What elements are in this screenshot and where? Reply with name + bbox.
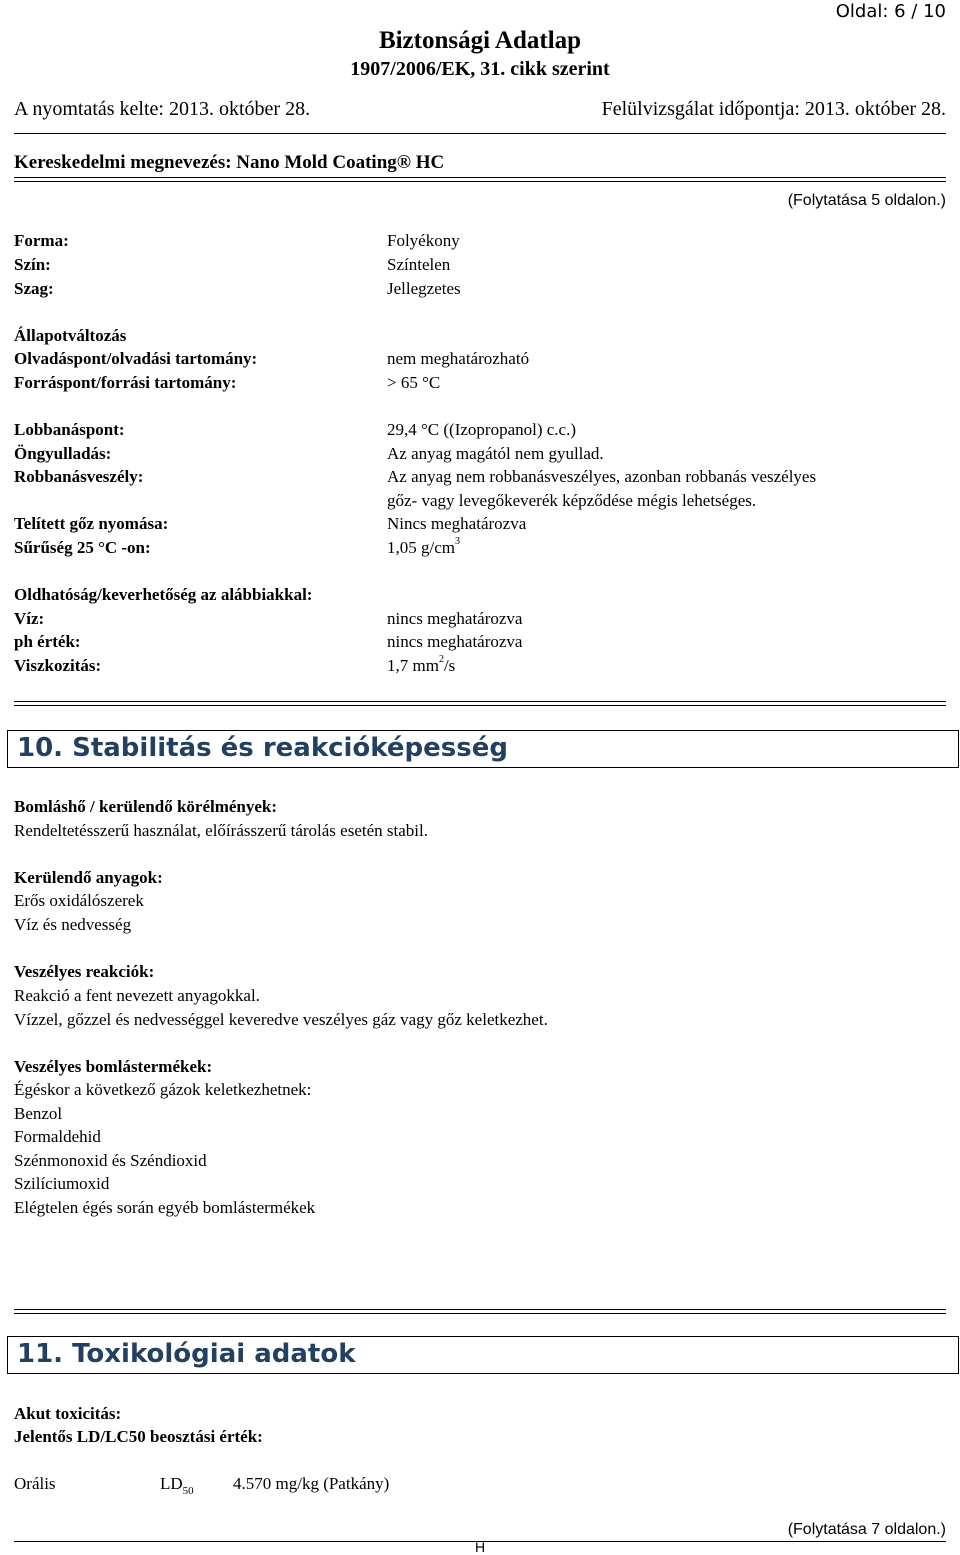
decomposition-products-label: Veszélyes bomlástermékek: (14, 1057, 213, 1076)
product-item: Benzol (14, 1104, 63, 1123)
section-11-header (7, 1336, 959, 1374)
boiling-label: Forráspont/forrási tartomány: (14, 373, 237, 392)
page-number: Oldal: 6 / 10 (835, 1, 946, 22)
product-item: Égéskor a következő gázok keletkezhetnek: (14, 1080, 312, 1099)
melting-value: nem meghatározható (387, 349, 530, 368)
ld-lc50-label: Jelentős LD/LC50 beosztási érték: (14, 1427, 263, 1446)
viscosity-value: 1,7 $mm^2/s$ (387, 654, 456, 675)
avoid-item: Erős oxidálószerek (14, 891, 144, 910)
ph-value: nincs meghatározva (387, 632, 523, 651)
explosion-value-line2: gőz- vagy levegőkeverék képződése mégis lehetséges. (387, 491, 757, 510)
solubility-label: Oldhatóság/keverhetőség az alábbiakkal: (14, 585, 313, 604)
avoid-item: Víz és nedvesség (14, 915, 132, 934)
flash-point-value: 29,4 °C ((Izopropanol) c.c.) (387, 420, 577, 439)
properties-divider (14, 701, 946, 706)
revision-date: Felülvizsgálat időpontja: 2013. október 28. (601, 98, 946, 120)
print-date: A nyomtatás kelte: 2013. október 28. (14, 98, 311, 120)
boiling-value: > 65 °C (387, 373, 441, 392)
document-subtitle: 1907/2006/EK, 31. cikk szerint (350, 58, 610, 80)
autoignition-label: Öngyulladás: (14, 444, 112, 463)
section-11-title: 11. Toxikológiai adatok (17, 1339, 356, 1369)
avoid-materials-label: Kerülendő anyagok: (14, 868, 163, 887)
state-change-label: Állapotváltozás (14, 326, 127, 345)
section-10-title: 10. Stabilitás és reakcióképesség (17, 733, 508, 763)
color-value: Színtelen (387, 255, 451, 274)
odor-label: Szag: (14, 279, 54, 298)
density-label: Sűrűség 25 °C -on: (14, 538, 151, 557)
trade-name-divider (14, 177, 946, 182)
hazard-item: Reakció a fent nevezett anyagokkal. (14, 986, 260, 1005)
exposure-route: Orális (14, 1474, 56, 1493)
section-10-header (7, 730, 959, 768)
vapor-pressure-label: Telített gőz nyomása: (14, 514, 169, 533)
section-10-divider (14, 1309, 946, 1314)
product-item: Szénmonoxid és Széndioxid (14, 1151, 207, 1170)
flash-point-label: Lobbanáspont: (14, 420, 125, 439)
explosion-label: Robbanásveszély: (14, 467, 144, 486)
viscosity-label: Viszkozitás: (14, 656, 102, 675)
form-label: Forma: (14, 231, 69, 250)
product-item: Formaldehid (14, 1127, 101, 1146)
water-label: Víz: (14, 609, 45, 628)
explosion-value-line1: Az anyag nem robbanásveszélyes, azonban robbanás veszélyes (387, 467, 817, 486)
melting-label: Olvadáspont/olvadási tartomány: (14, 349, 258, 368)
water-value: nincs meghatározva (387, 609, 523, 628)
footer-letter: H (474, 1539, 486, 1555)
vapor-pressure-value: Nincs meghatározva (387, 514, 527, 533)
odor-value: Jellegzetes (387, 279, 461, 298)
decomposition-text: Rendeltetésszerű használat, előírásszerű tárolás esetén stabil. (14, 821, 428, 840)
ph-label: ph érték: (14, 632, 81, 651)
product-item: Elégtelen égés során egyéb bomlástermékek (14, 1198, 316, 1217)
decomposition-label: Bomláshő / kerülendő körélmények: (14, 797, 278, 816)
density-value: 1,05 $g/cm^3$ (387, 536, 460, 557)
continued-to: (Folytatása 7 oldalon.) (787, 1521, 946, 1538)
document-title: Biztonsági Adatlap (378, 27, 582, 54)
trade-name: Kereskedelmi megnevezés: Nano Mold Coating® HC (14, 152, 445, 173)
header-divider (14, 133, 946, 134)
hazardous-reactions-label: Veszélyes reakciók: (14, 962, 155, 981)
continued-from: (Folytatása 5 oldalon.) (787, 192, 946, 209)
acute-toxicity-label: Akut toxicitás: (14, 1404, 122, 1423)
autoignition-value: Az anyag magától nem gyullad. (387, 444, 604, 463)
ld50-value: 4.570 mg/kg (Patkány) (233, 1474, 390, 1493)
product-item: Szilíciumoxid (14, 1174, 110, 1193)
color-label: Szín: (14, 255, 51, 274)
ld50-label: $LD_{50}$ (160, 1474, 194, 1497)
form-value: Folyékony (387, 231, 460, 250)
hazard-item: Vízzel, gőzzel és nedvességgel keveredve veszélyes gáz vagy gőz keletkezhet. (14, 1010, 548, 1029)
